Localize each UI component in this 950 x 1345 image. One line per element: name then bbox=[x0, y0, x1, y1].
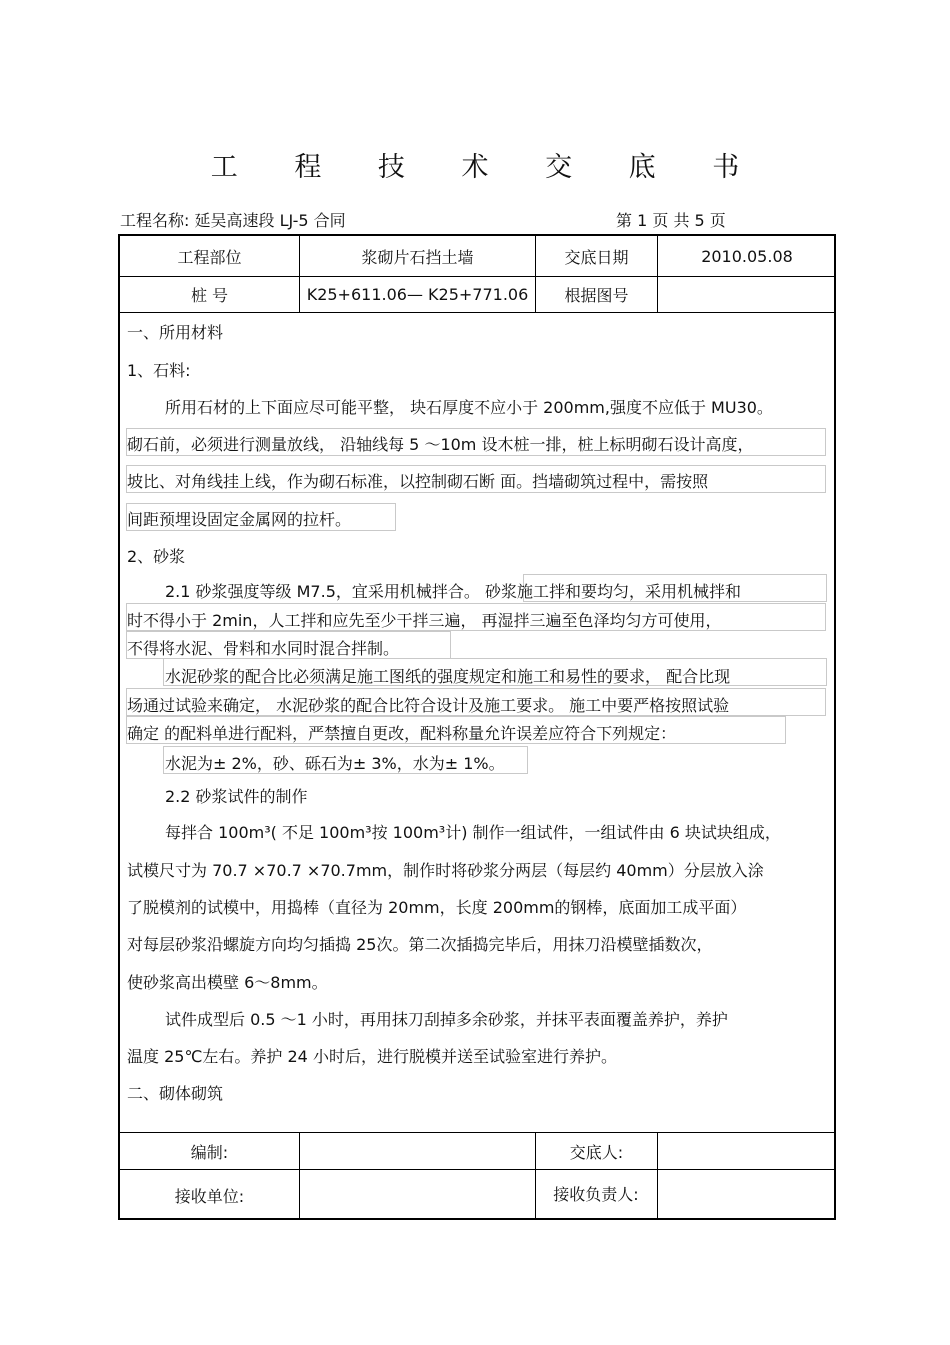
paragraph-line: 水泥为± 2%，砂、砾石为± 3%，水为± 1%。 bbox=[165, 754, 505, 773]
paragraph-line: 试模尺寸为 70.7 ×70.7 ×70.7mm，制作时将砂浆分两层（每层约 40mm）分层放入涂 bbox=[127, 861, 764, 880]
paragraph-line: 2.1 砂浆强度等级 M7.5，宜采用机械拌合。 砂浆施工拌和要均匀，采用机械拌和 bbox=[165, 582, 741, 601]
receiving-head-label: 接收负责人: bbox=[553, 1185, 639, 1204]
paragraph-line: 坡比、对角线挂上线，作为砌石标准，以控制砌石断 面。挡墙砌筑过程中，需按照 bbox=[127, 472, 709, 491]
paragraph-line: 不得将水泥、骨料和水同时混合拌制。 bbox=[127, 639, 400, 658]
paragraph-line: 所用石材的上下面应尽可能平整， 块石厚度不应小于 200mm,强度不应低于 MU30。 bbox=[165, 398, 773, 417]
drawing-number-value bbox=[658, 277, 836, 312]
paragraph-line: 每拌合 100m³( 不足 100m³按 100m³计) 制作一组试件，一组试件由 6 块试块组成， bbox=[165, 823, 781, 842]
disclosure-date-label: 交底日期 bbox=[564, 247, 629, 267]
compiled-by-label: 编制: bbox=[190, 1142, 229, 1162]
subheading-stone: 1、石料: bbox=[127, 361, 191, 380]
presenter-label: 交底人: bbox=[569, 1142, 624, 1162]
paragraph-line: 场通过试验来确定， 水泥砂浆的配合比符合设计及施工要求。 施工中要严格按照试验 bbox=[127, 696, 730, 715]
receiving-head-value bbox=[658, 1170, 836, 1220]
paragraph-line: 对每层砂浆沿螺旋方向均匀插捣 25次。第二次插捣完毕后，用抹刀沿模壁插数次， bbox=[127, 935, 713, 954]
paragraph-line: 确定 的配料单进行配料，严禁擅自更改，配料称量允许误差应符合下列规定： bbox=[127, 724, 677, 743]
page-indicator: 第 1 页 共 5 页 bbox=[616, 211, 726, 230]
compiled-by-value bbox=[300, 1133, 535, 1169]
subheading-mortar: 2、砂浆 bbox=[127, 547, 186, 566]
disclosure-date-value: 2010.05.08 bbox=[701, 246, 793, 266]
paragraph-line: 了脱模剂的试模中，用捣棒（直径为 20mm，长度 200mm的钢棒，底面加工成平面） bbox=[127, 898, 747, 917]
project-name: 工程名称: 延吴高速段 LJ-5 合同 bbox=[120, 211, 346, 230]
receiving-unit-label: 接收单位: bbox=[174, 1186, 245, 1206]
drawing-number-label: 根据图号 bbox=[564, 286, 629, 305]
receiving-unit-value bbox=[300, 1170, 535, 1220]
document-title: 工 程 技 术 交 底 书 bbox=[210, 152, 764, 183]
paragraph-line: 试件成型后 0.5 ～1 小时，再用抹刀刮掉多余砂浆，并抹平表面覆盖养护，养护 bbox=[165, 1010, 728, 1029]
paragraph-line: 温度 25℃左右。养护 24 小时后，进行脱模并送至试验室进行养护。 bbox=[127, 1047, 617, 1066]
subheading-specimen: 2.2 砂浆试件的制作 bbox=[165, 787, 308, 806]
paragraph-line: 间距预埋设固定金属网的拉杆。 bbox=[127, 510, 352, 529]
station-label: 桩 号 bbox=[190, 286, 229, 305]
work-location-label: 工程部位 bbox=[177, 247, 242, 267]
paragraph-line: 水泥砂浆的配合比必须满足施工图纸的强度规定和施工和易性的要求， 配合比现 bbox=[165, 667, 731, 686]
presenter-value bbox=[658, 1133, 836, 1169]
paragraph-line: 时不得小于 2min，人工拌和应先至少干拌三遍， 再湿拌三遍至色泽均匀方可使用， bbox=[127, 611, 722, 630]
paragraph-line: 使砂浆高出模壁 6～8mm。 bbox=[127, 973, 328, 992]
section-heading-materials: 一、所用材料 bbox=[127, 323, 224, 342]
station-value: K25+611.06— K25+771.06 bbox=[306, 285, 529, 304]
work-location-value: 浆砌片石挡土墙 bbox=[361, 247, 474, 267]
section-heading-masonry: 二、砌体砌筑 bbox=[127, 1084, 224, 1103]
paragraph-line: 砌石前，必须进行测量放线， 沿轴线每 5 ～10m 设木桩一排，桩上标明砌石设计高度， bbox=[127, 435, 754, 454]
